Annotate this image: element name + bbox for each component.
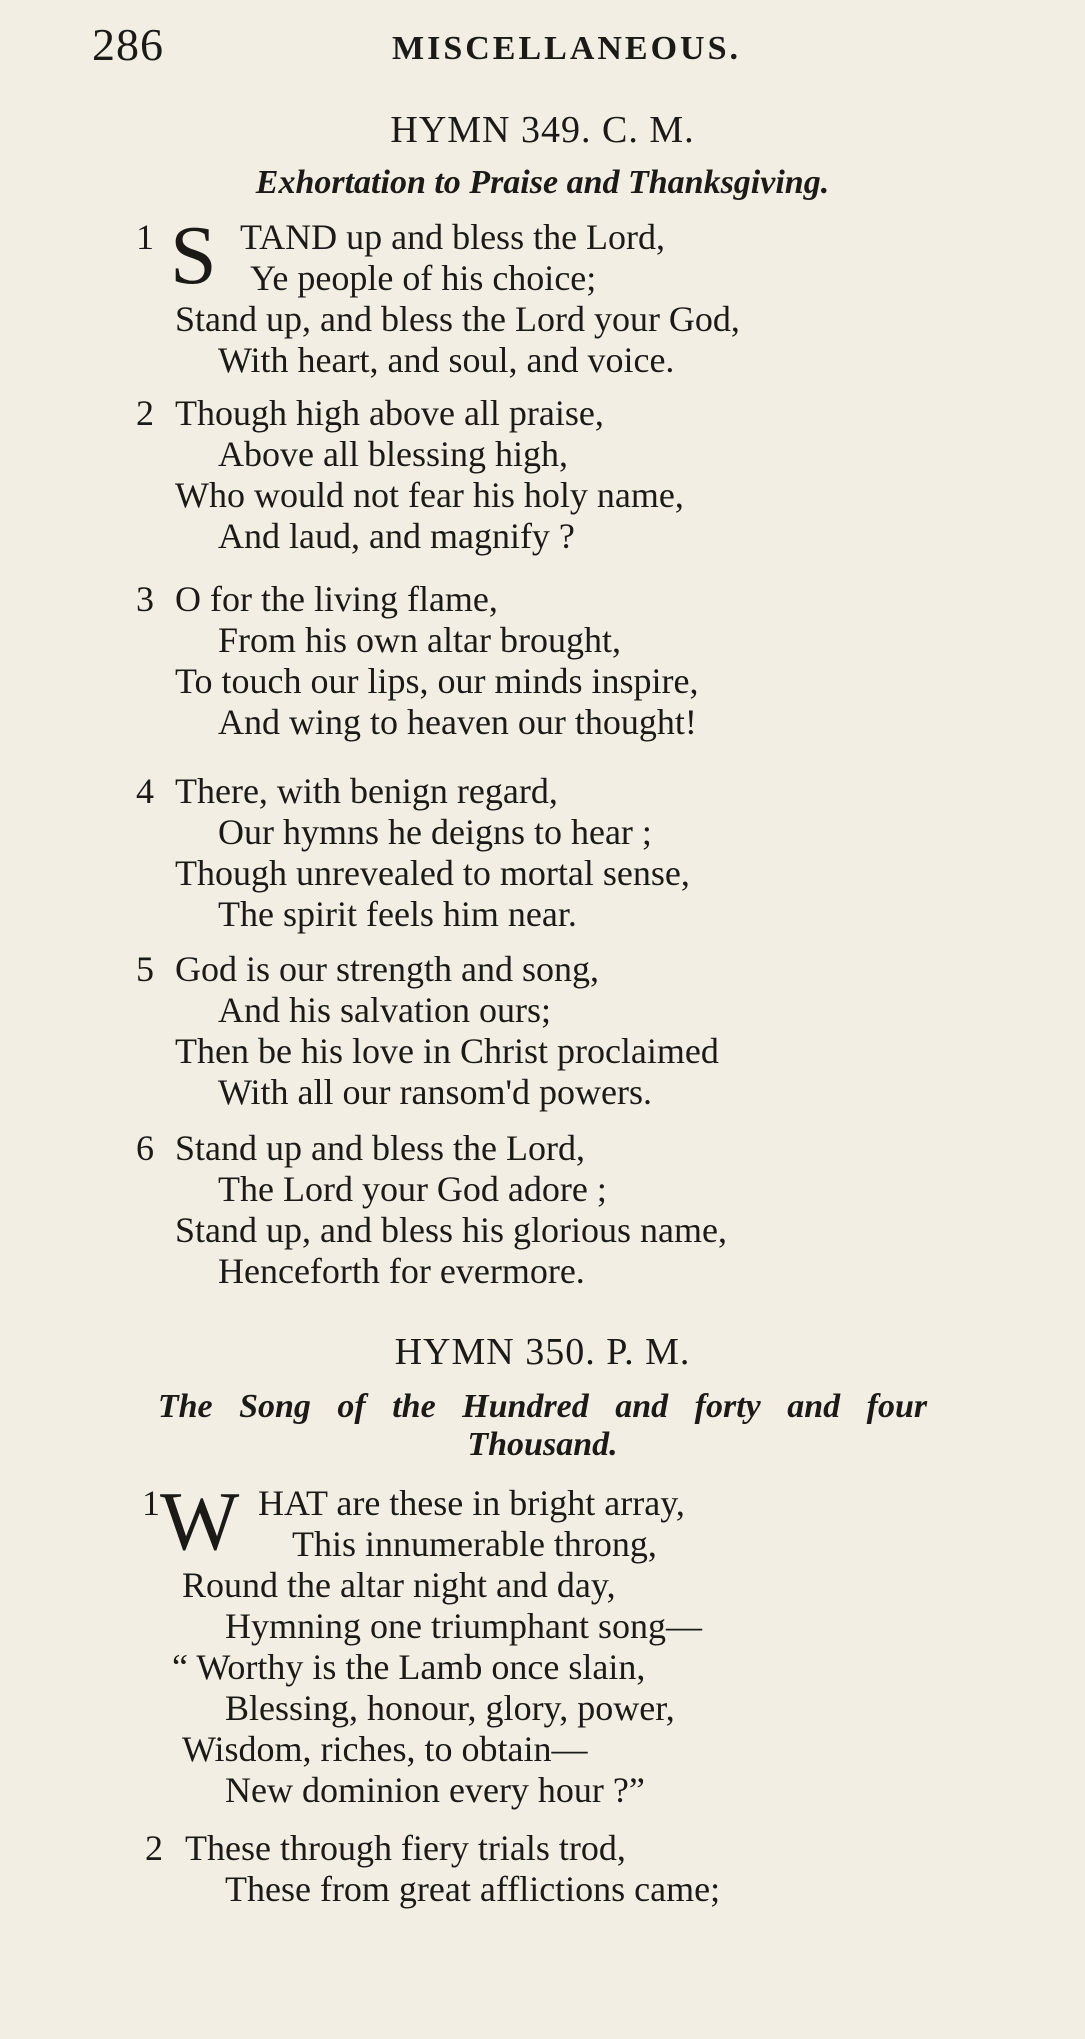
verse-line: Our hymns he deigns to hear ; bbox=[218, 812, 652, 852]
drop-cap: S bbox=[170, 209, 217, 302]
hymn-349-subtitle: Exhortation to Praise and Thanksgiving. bbox=[255, 164, 830, 201]
verse-line: These from great afflictions came; bbox=[225, 1869, 721, 1909]
running-head bbox=[0, 18, 1085, 78]
verse-line: Stand up, and bless the Lord your God, bbox=[175, 299, 740, 339]
stanza-number: 2 bbox=[145, 1828, 163, 1868]
verse-line: HAT are these in bright array, bbox=[258, 1483, 685, 1523]
verse-line: Blessing, honour, glory, power, bbox=[225, 1688, 675, 1728]
verse-line: Round the altar night and day, bbox=[182, 1565, 616, 1605]
verse-line: There, with benign regard, bbox=[175, 771, 558, 811]
verse-line: To touch our lips, our minds inspire, bbox=[175, 661, 699, 701]
verse-line: From his own altar brought, bbox=[218, 620, 621, 660]
verse-line: Then be his love in Christ proclaimed bbox=[175, 1031, 719, 1071]
stanza-number: 2 bbox=[136, 393, 154, 433]
drop-cap: W bbox=[160, 1475, 240, 1568]
verse-line: God is our strength and song, bbox=[175, 949, 599, 989]
verse-line: The Lord your God adore ; bbox=[218, 1169, 607, 1209]
verse-line: “ Worthy is the Lamb once slain, bbox=[172, 1647, 646, 1687]
verse-line: And laud, and magnify ? bbox=[218, 516, 575, 556]
verse-line: Though high above all praise, bbox=[175, 393, 604, 433]
verse-line: New dominion every hour ?” bbox=[225, 1770, 645, 1810]
verse-line: O for the living flame, bbox=[175, 579, 498, 619]
verse-line: And wing to heaven our thought! bbox=[218, 702, 697, 742]
verse-line: Stand up, and bless his glorious name, bbox=[175, 1210, 727, 1250]
stanza-number: 6 bbox=[136, 1128, 154, 1168]
verse-line: Wisdom, riches, to obtain— bbox=[182, 1729, 588, 1769]
stanza-number: 4 bbox=[136, 771, 154, 811]
verse-line: TAND up and bless the Lord, bbox=[240, 217, 666, 257]
verse-line: Above all blessing high, bbox=[218, 434, 568, 474]
verse-line: Stand up and bless the Lord, bbox=[175, 1128, 585, 1168]
stanza-number: 3 bbox=[136, 579, 154, 619]
hymn-350-heading: HYMN 350. P. M. bbox=[394, 1331, 691, 1373]
page-number: 286 bbox=[92, 19, 164, 70]
stanza-number: 1 bbox=[136, 217, 154, 257]
verse-line: And his salvation ours; bbox=[218, 990, 551, 1030]
verse-line: With all our ransom'd powers. bbox=[218, 1072, 652, 1112]
stanza-number: 5 bbox=[136, 949, 154, 989]
verse-line: With heart, and soul, and voice. bbox=[218, 340, 675, 380]
verse-line: This innumerable throng, bbox=[292, 1524, 657, 1564]
stanza-number: 1 bbox=[142, 1483, 160, 1523]
verse-line: These through fiery trials trod, bbox=[185, 1828, 626, 1868]
verse-line: Henceforth for evermore. bbox=[218, 1251, 585, 1291]
running-title: MISCELLANEOUS. bbox=[392, 30, 742, 67]
verse-line: The spirit feels him near. bbox=[218, 894, 577, 934]
hymn-350-subtitle-line-2: Thousand. bbox=[467, 1426, 618, 1463]
verse-line: Though unrevealed to mortal sense, bbox=[175, 853, 690, 893]
verse-line: Ye people of his choice; bbox=[250, 258, 597, 298]
hymn-349-heading: HYMN 349. C. M. bbox=[390, 109, 695, 151]
verse-line: Who would not fear his holy name, bbox=[175, 475, 684, 515]
verse-line: Hymning one triumphant song— bbox=[225, 1606, 702, 1646]
hymn-350-subtitle-line-1: The Song of the Hundred and forty and four bbox=[157, 1388, 928, 1425]
